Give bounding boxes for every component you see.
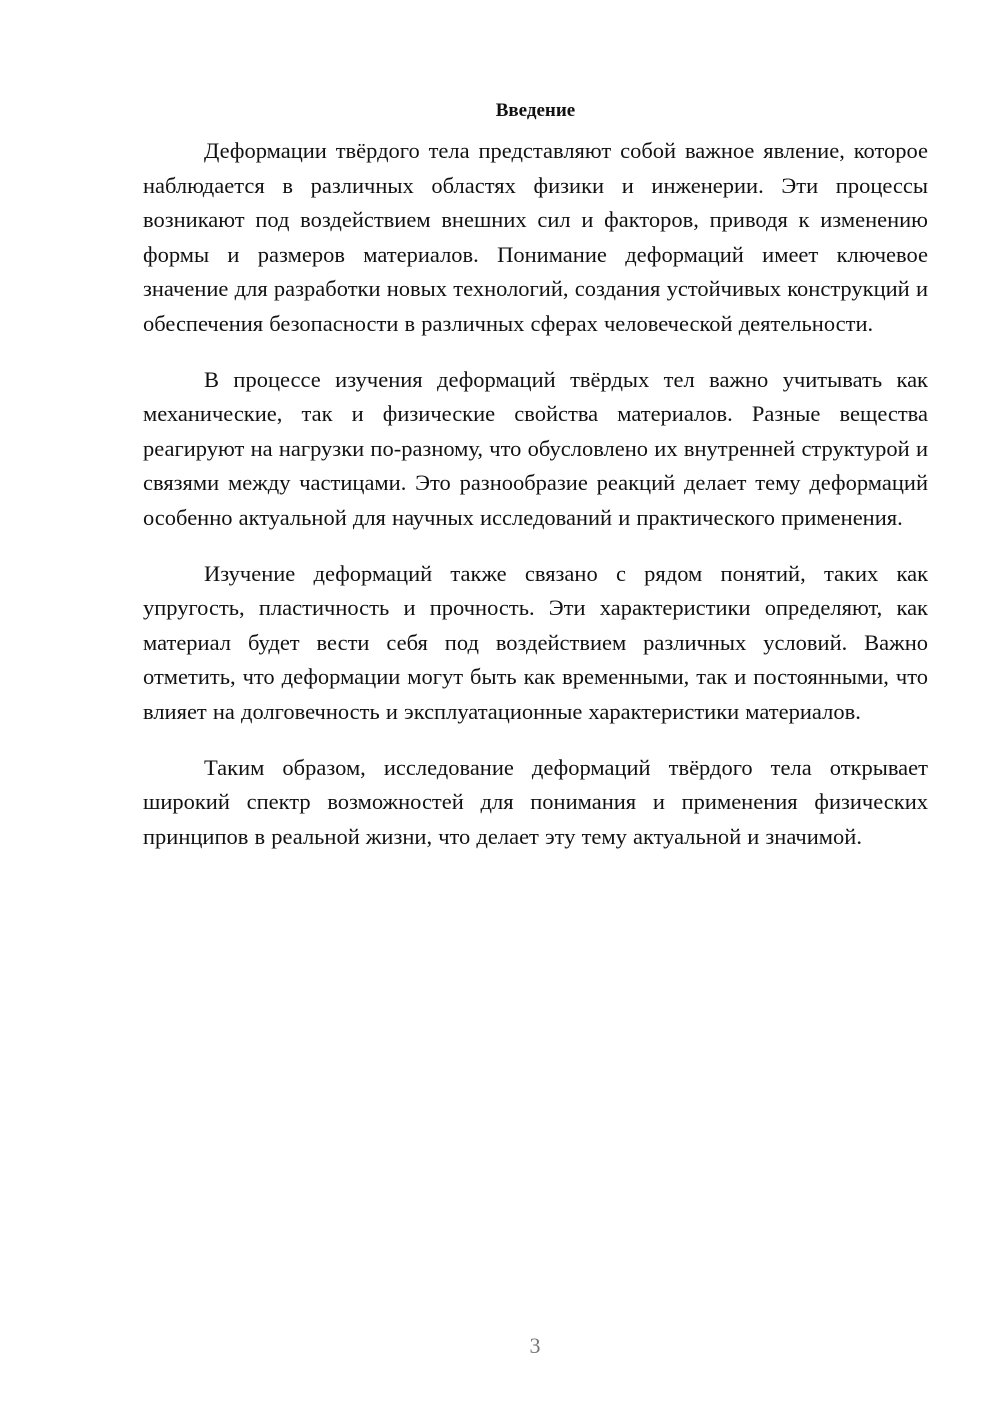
paragraph-1: Деформации твёрдого тела представляют собой важное явление, которое наблюдается в различных областях физики и инженерии. Эти процессы возникают под воздействием внешних сил и факторов, приводя к изменению формы и размеров материалов. Понимание деформаций имеет ключевое значение для разработки новых технологий, создания устойчивых конструкций и обеспечения безопасности в различных сферах человеческой деятельности. (143, 138, 928, 336)
page-content (143, 94, 928, 875)
paragraph-4: Таким образом, исследование деформаций твёрдого тела открывает широкий спектр возможностей для понимания и применения физических принципов в реальной жизни, что делает эту тему актуальной и значимой. (143, 754, 928, 849)
section-heading: Введение (495, 100, 576, 121)
paragraph-3: Изучение деформаций также связано с рядом понятий, таких как упругость, пластичность и прочность. Эти характеристики определяют, как материал будет вести себя под воздействием различных условий. Важно отметить, что деформации могут быть как временными, так и постоянными, что влияет на долговечность и эксплуатационные характеристики материалов. (143, 560, 928, 724)
page-number: 3 (529, 1333, 541, 1358)
paragraph-2: В процессе изучения деформаций твёрдых тел важно учитывать как механические, так и физические свойства материалов. Разные вещества реагируют на нагрузки по-разному, что обусловлено их внутренней структурой и связями между частицами. Это разнообразие реакций делает тему деформаций особенно актуальной для научных исследований и практического применения. (143, 366, 928, 530)
